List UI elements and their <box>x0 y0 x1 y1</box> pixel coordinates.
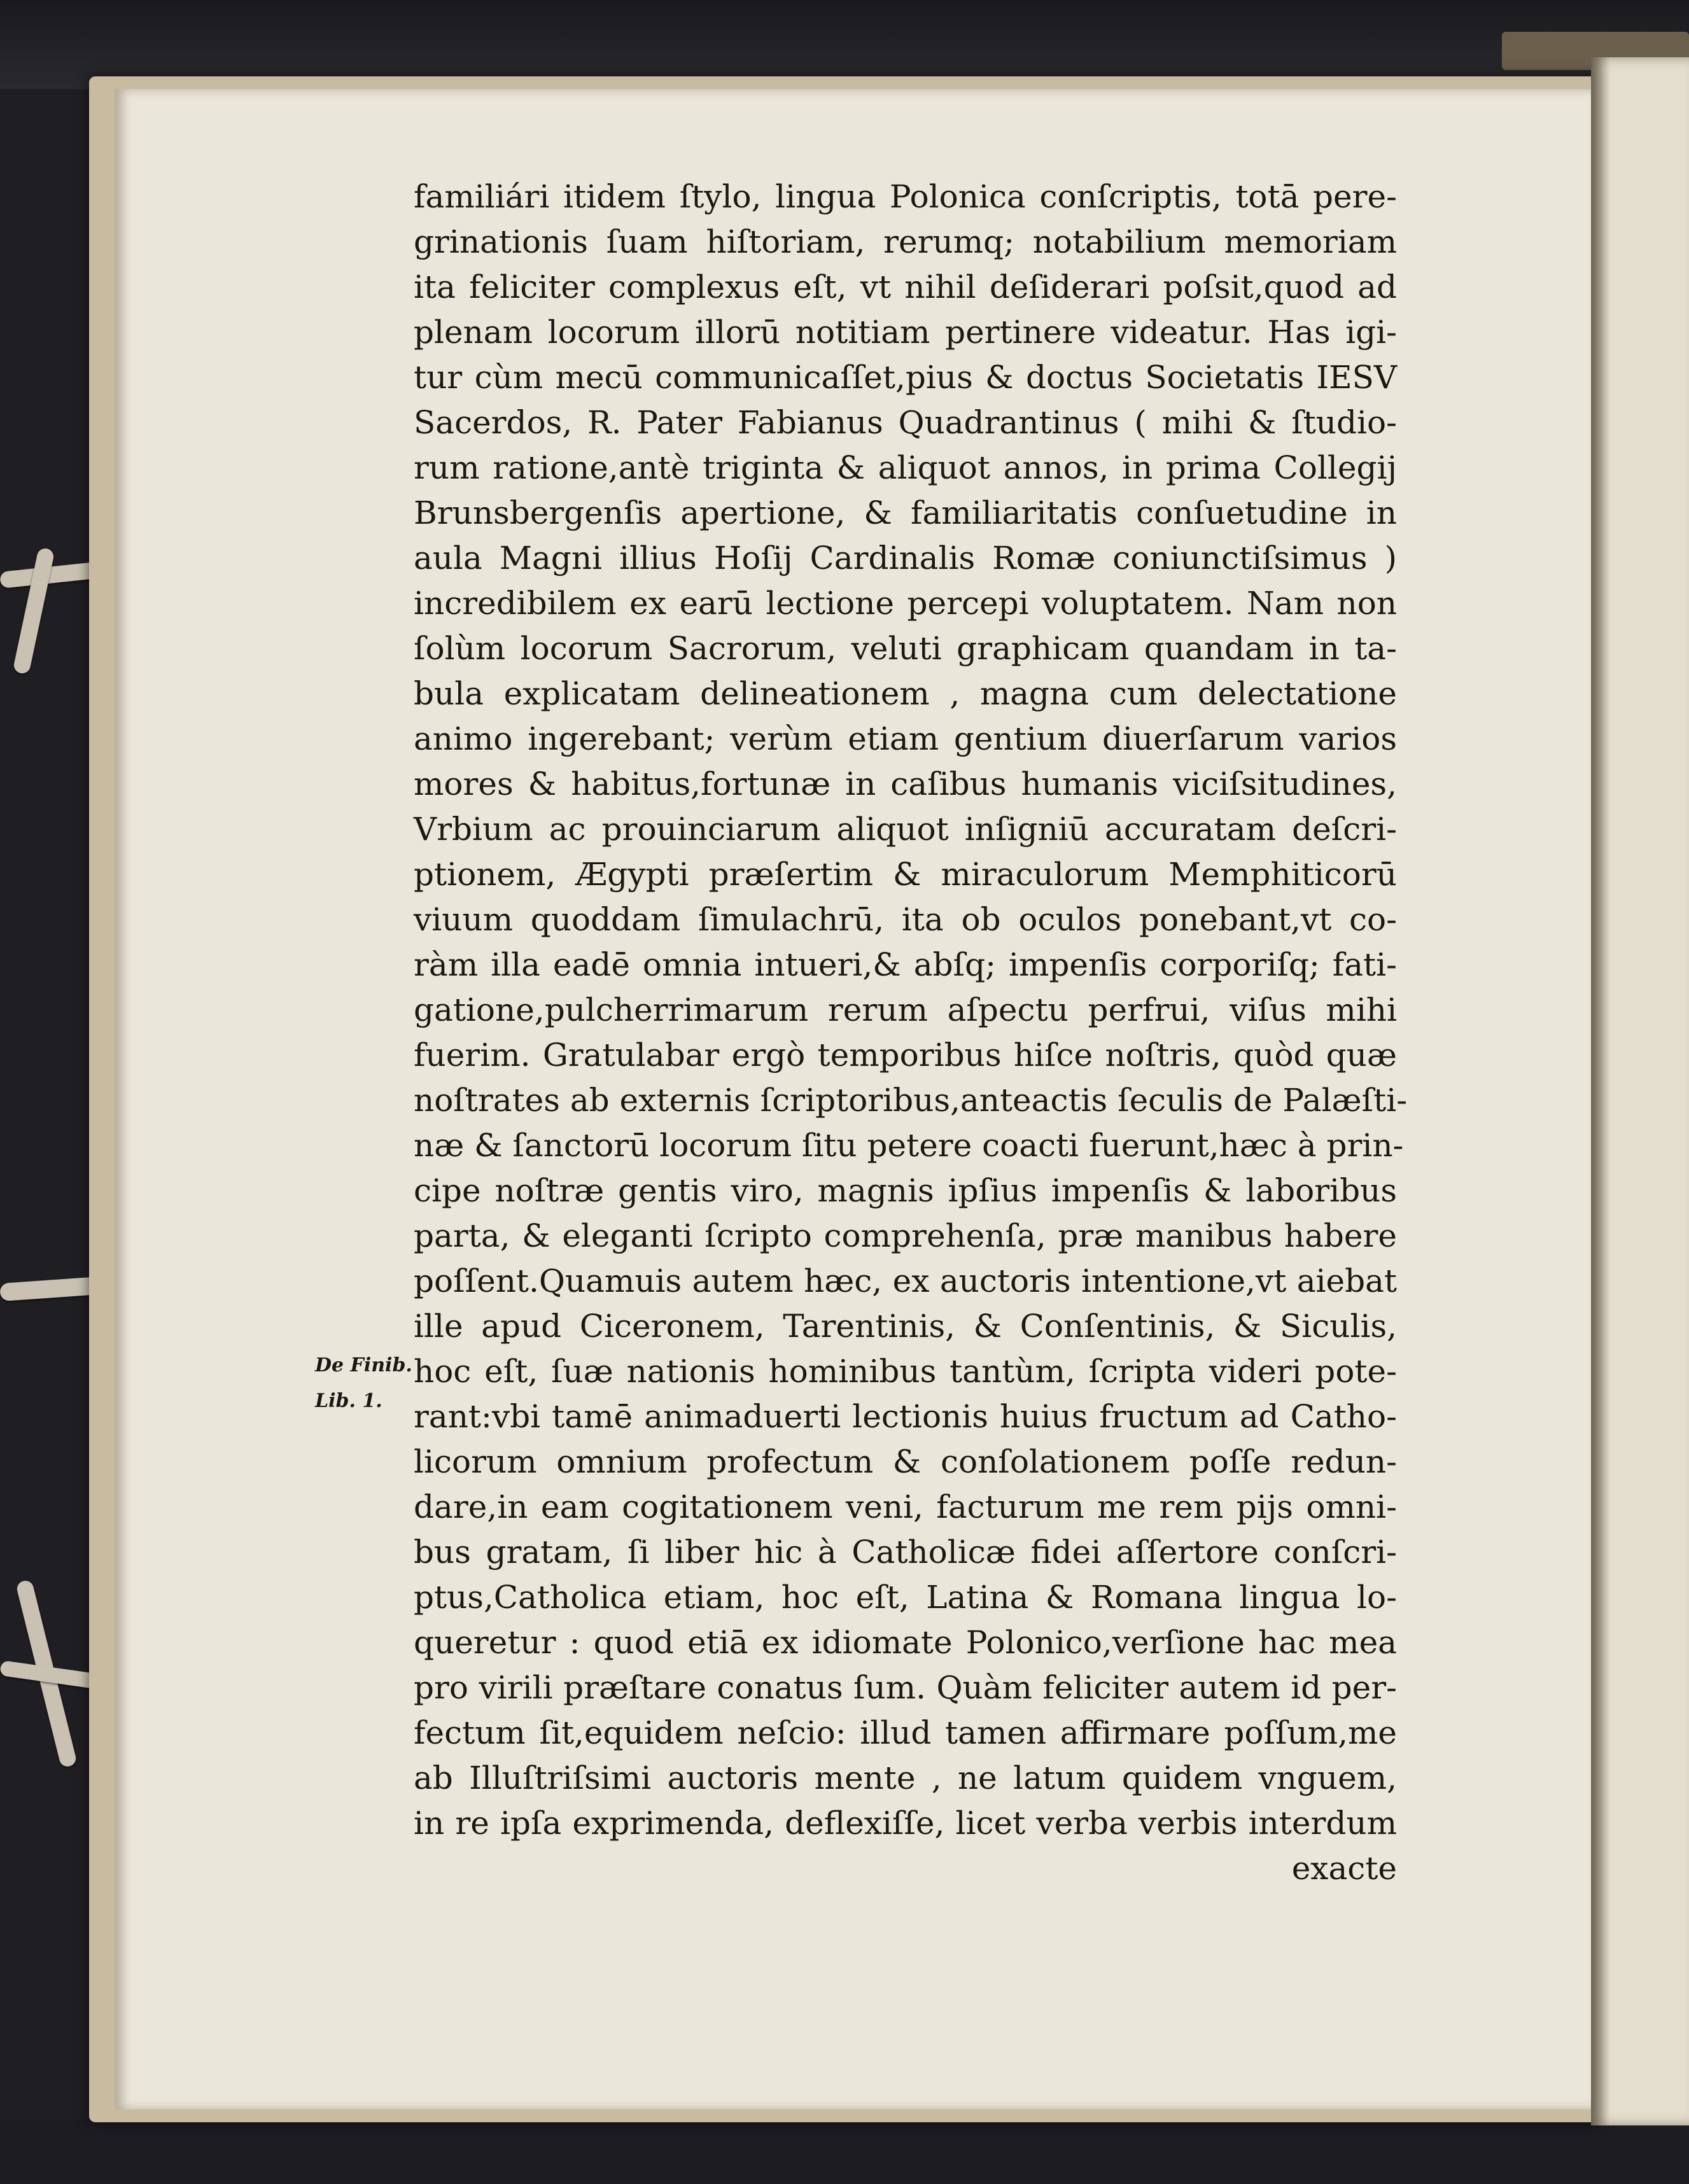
backdrop <box>0 0 1689 89</box>
text-line: poſſent.Quamuis autem hæc, ex auctoris intentione,vt aiebat <box>414 1263 1397 1299</box>
text-line: rum ratione,antè triginta & aliquot annos, in prima Collegij <box>414 449 1397 486</box>
text-line: ptus,Catholica etiam, hoc eſt, Latina & Romana lingua lo- <box>414 1579 1397 1616</box>
text-line: ab Illuſtriſsimi auctoris mente , ne latum quidem vnguem, <box>414 1760 1397 1796</box>
text-line: Vrbium ac prouinciarum aliquot inſigniū accuratam deſcri- <box>414 811 1397 848</box>
text-line: Brunsbergenſis apertione, & familiaritatis conſuetudine in <box>414 494 1397 531</box>
margin-note <box>315 1348 412 1419</box>
backdrop-bottom <box>0 2119 1689 2184</box>
text-line: in re ipſa exprimenda, deflexiſſe, licet verba verbis interdum <box>414 1805 1397 1842</box>
body-text <box>414 174 1408 1891</box>
margin-note-line: Lib. 1. <box>315 1390 382 1412</box>
binding-cord <box>12 547 55 675</box>
text-line: grinationis ſuam hiſtoriam, rerumq; notabilium memoriam <box>414 223 1397 260</box>
text-line: mores & habitus,fortunæ in caſibus humanis viciſsitudines, <box>414 766 1397 802</box>
gutter-shadow <box>1591 57 1610 2125</box>
text-line: licorum omnium profectum & conſolationem poſſe redun- <box>414 1443 1397 1480</box>
text-line: bus gratam, ſi liber hic à Catholicæ fidei aſſertore conſcri- <box>414 1534 1397 1571</box>
text-line: ſolùm locorum Sacrorum, veluti graphicam quandam in ta- <box>414 630 1397 667</box>
text-line: tur cùm mecū communicaſſet,pius & doctus Societatis IESV <box>414 359 1397 396</box>
text-line: cipe noſtræ gentis viro, magnis ipſius impenſis & laboribus <box>414 1172 1397 1209</box>
text-line: noſtrates ab externis ſcriptoribus,anteactis ſeculis de Palæſti- <box>414 1082 1408 1119</box>
text-line: queretur : quod etiā ex idiomate Polonico,verſione hac mea <box>414 1624 1397 1661</box>
text-line: dare,in eam cogitationem veni, facturum me rem pijs omni- <box>414 1488 1397 1525</box>
text-line: næ & ſanctorū locorum ſitu petere coacti fuerunt,hæc à prin- <box>414 1127 1404 1164</box>
text-line: fectum ſit,equidem neſcio: illud tamen affirmare poſſum,me <box>414 1714 1397 1751</box>
text-line: hoc eſt, ſuæ nationis hominibus tantùm, ſcripta videri pote- <box>414 1353 1397 1390</box>
text-line: bula explicatam delineationem , magna cum delectatione <box>414 675 1397 712</box>
text-line: pro virili præſtare conatus ſum. Quàm feliciter autem id per- <box>414 1669 1397 1706</box>
catchword: exacte <box>1291 1850 1397 1887</box>
facing-page <box>1591 57 1689 2125</box>
text-line: fuerim. Gratulabar ergò temporibus hiſce noſtris, quòd quæ <box>414 1037 1397 1074</box>
text-line: incredibilem ex earū lectione percepi voluptatem. Nam non <box>414 585 1397 622</box>
text-line: ille apud Ciceronem, Tarentinis, & Conſentinis, & Siculis, <box>414 1308 1397 1345</box>
text-line: animo ingerebant; verùm etiam gentium diuerſarum varios <box>414 720 1397 757</box>
text-line: Sacerdos, R. Pater Fabianus Quadrantinus ( mihi & ſtudio- <box>414 404 1397 441</box>
text-line: parta, & eleganti ſcripto comprehenſa, præ manibus habere <box>414 1217 1397 1254</box>
text-line: familiári itidem ſtylo, lingua Polonica conſcriptis, totā pere- <box>414 178 1397 215</box>
margin-note-line: De Finib. <box>315 1354 412 1376</box>
text-line: gatione,pulcherrimarum rerum aſpectu perfrui, viſus mihi <box>414 991 1397 1028</box>
text-line: ita feliciter complexus eſt, vt nihil deſiderari poſsit,quod ad <box>414 269 1397 305</box>
text-line: rant:vbi tamē animaduerti lectionis huius fructum ad Catho- <box>414 1398 1397 1435</box>
text-line: viuum quoddam ſimulachrū, ita ob oculos ponebant,vt co- <box>414 901 1397 938</box>
text-line: ràm illa eadē omnia intueri,& abſq; impenſis corporiſq; fati- <box>414 946 1397 983</box>
text-line: plenam locorum illorū notitiam pertinere videatur. Has igi- <box>414 314 1397 351</box>
text-line: aula Magni illius Hoſij Cardinalis Romæ coniunctiſsimus ) <box>414 540 1397 577</box>
text-line: ptionem, Ægypti præſertim & miraculorum Memphiticorū <box>414 856 1397 893</box>
